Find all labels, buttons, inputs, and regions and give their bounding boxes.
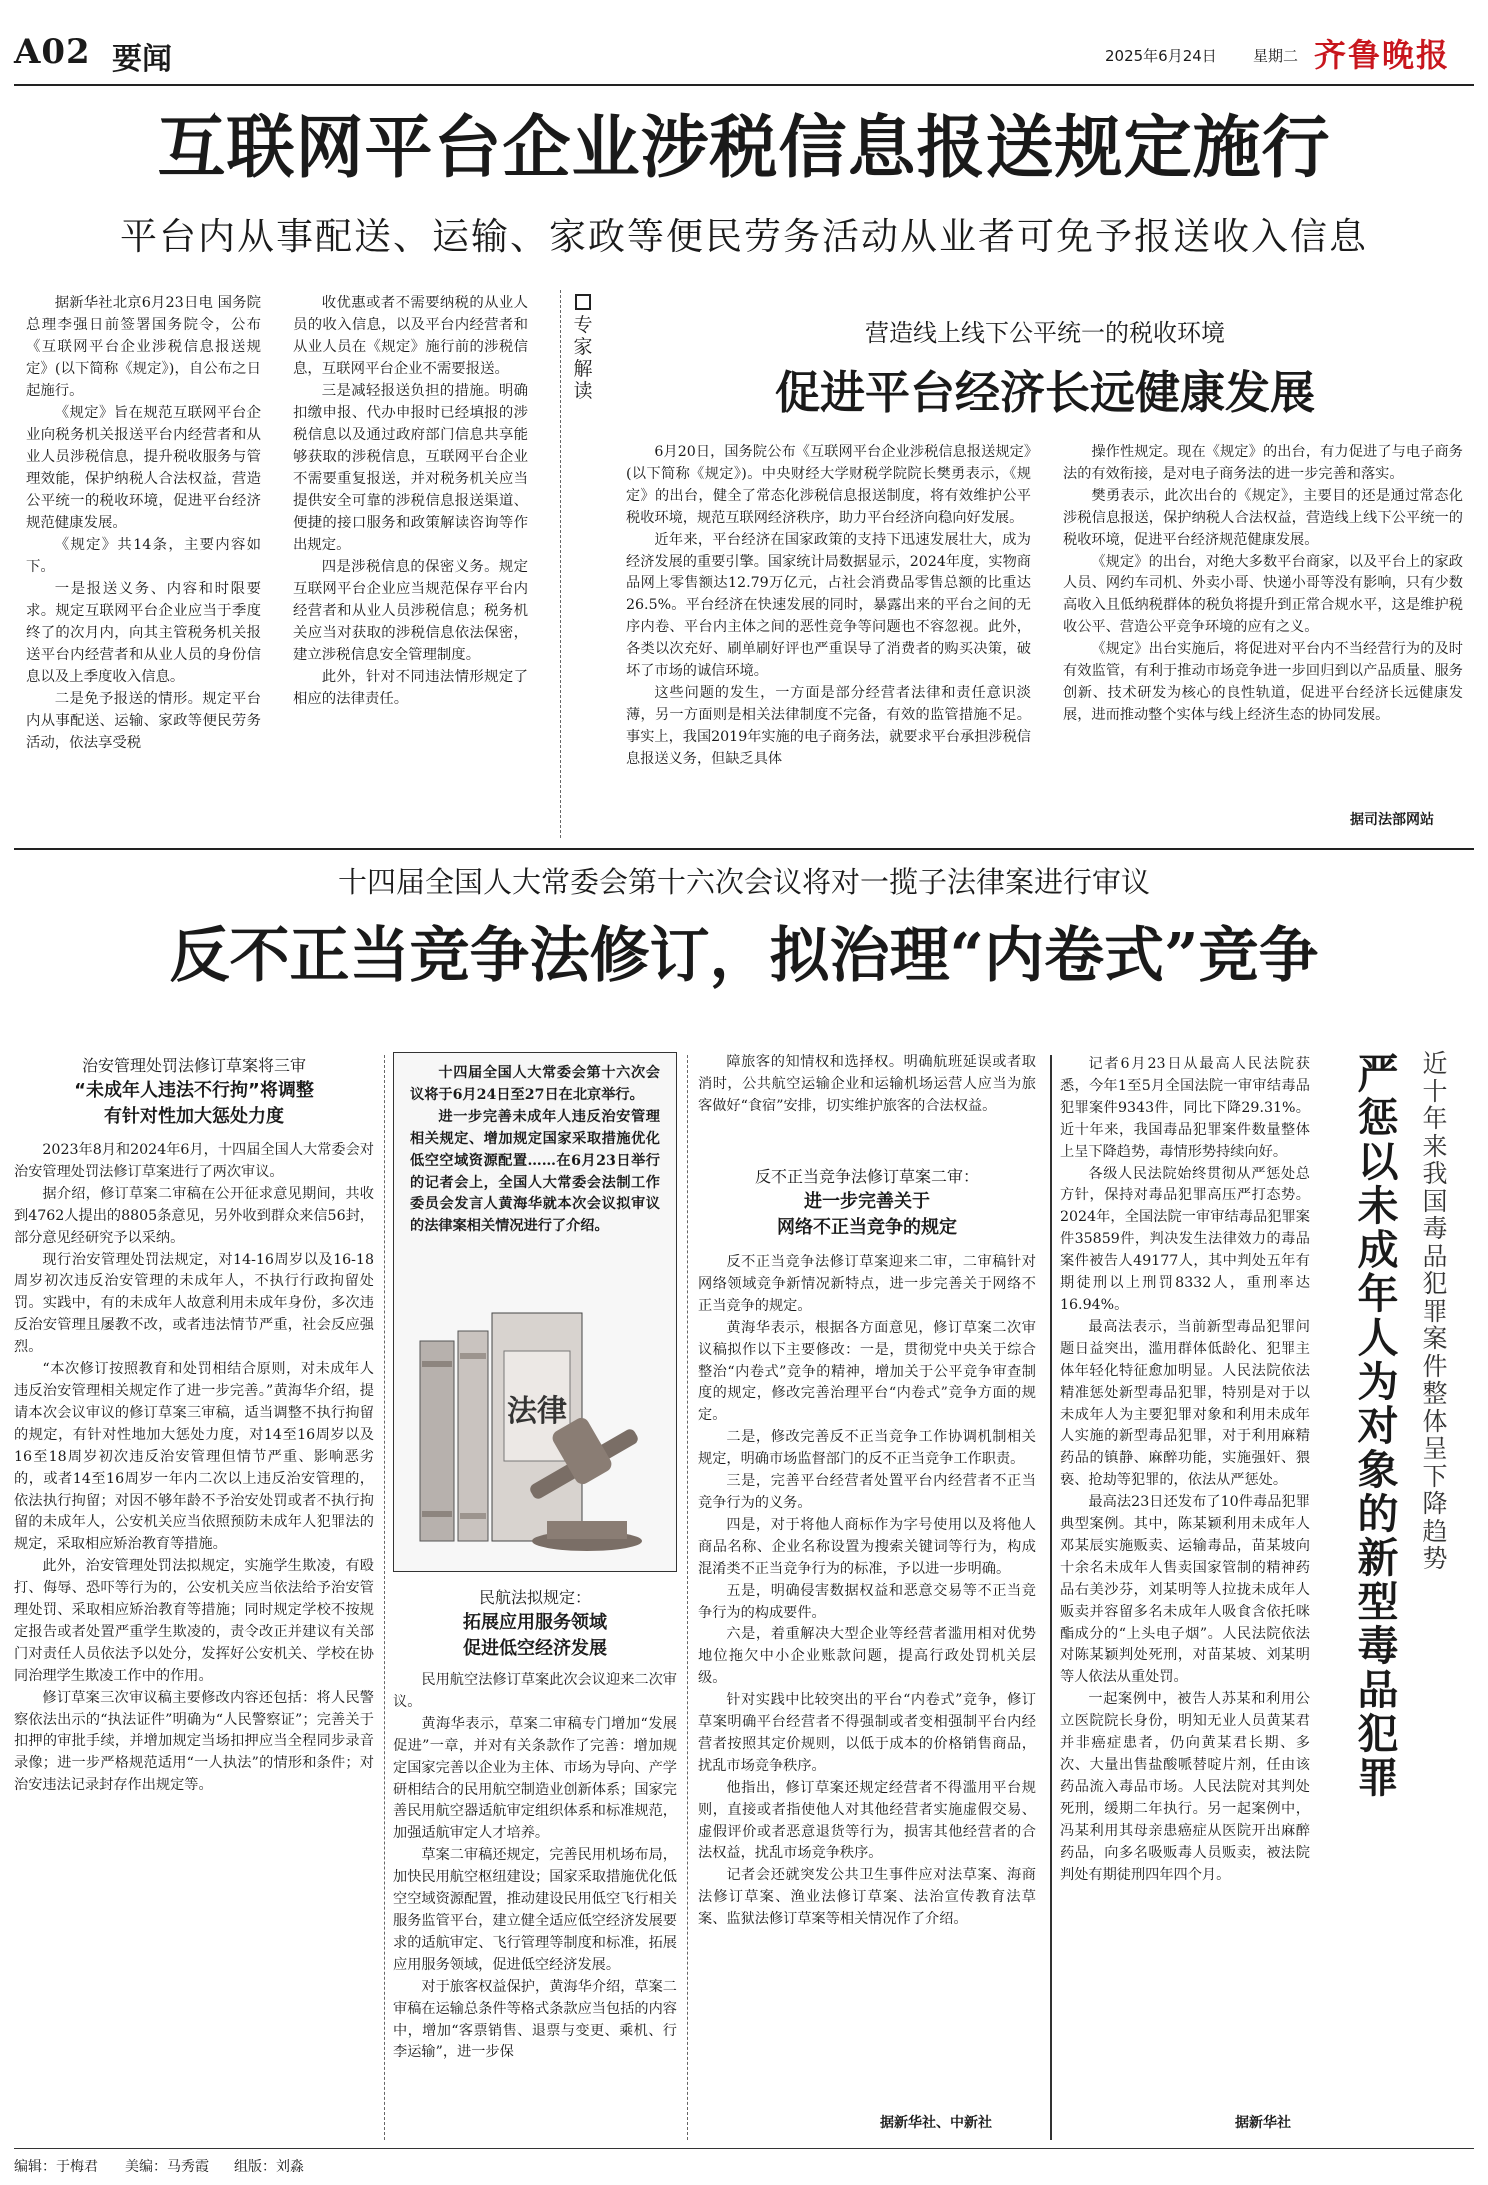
story3-subheadline-vertical: 近 十 年 来 我 国 毒 品 犯 罪 案 件 整 体 呈 下 降 趋 势 <box>1422 1049 1448 1573</box>
story1-column-2 <box>293 292 528 710</box>
expert-column-1 <box>626 442 1031 771</box>
colB-title-2: 促进低空经济发展 <box>463 1638 607 1659</box>
square-icon <box>575 294 591 310</box>
colB-kicker: 民航法拟规定： <box>478 1588 591 1607</box>
story1-paragraph: 此外，针对不同违法情形规定了相应的法律责任。 <box>293 669 528 707</box>
section-name: 要闻 <box>112 42 172 77</box>
story1-paragraph: 据新华社北京6月23日电 国务院总理李强日前签署国务院令，公布《互联网平台企业涉税信息报送规定》(以下简称《规定》)，自公布之日起施行。 <box>26 295 261 399</box>
story2-divider-1 <box>384 1055 385 2140</box>
story3-column <box>1060 1054 1310 1886</box>
story1-divider <box>560 290 561 838</box>
colB-paragraph: 草案二审稿还规定，完善民用机场布局，加快民用航空枢纽建设；国家采取措施优化低空空域资源配置，推动建设民用低空飞行相关服务监管平台，建立健全适应低空经济发展要求的适航审定、飞行管理等制度和标准，拓展应用服务领域，促进低空经济发展。 <box>393 1847 677 1973</box>
header-rule <box>14 84 1474 86</box>
colA-paragraph: 现行治安管理处罚法规定，对14-16周岁以及16-18周岁初次违反治安管理的未成年人，不执行行政拘留处罚。实践中，有的未成年人故意利用未成年身份，多次违反治安管理且屡教不改，或者违法情节严重，社会反应强烈。 <box>14 1251 374 1356</box>
colA-paragraph: 此外，治安管理处罚法拟规定，实施学生欺凌，有殴打、侮辱、恐吓等行为的，公安机关应当依法给予治安管理处罚、采取相应矫治教育等措施；同时规定学校不按规定报告或者处置严重学生欺凌的，责令改正并建议有关部门对责任人员依法予以处分，发挥好公安机关、学校在协同治理学生欺凌工作中的作用。 <box>14 1558 374 1684</box>
story1-paragraph: 二是免予报送的情形。规定平台内从事配送、运输、家政等便民劳务活动，依法享受税 <box>26 691 261 751</box>
expert-paragraph: 近年来，平台经济在国家政策的支持下迅速发展壮大，成为经济发展的重要引擎。国家统计局数据显示，2024年度，实物商品网上零售额达12.79万亿元，占社会消费品零售总额的比重达26.5%。平台经济在快速发展的同时，暴露出来的平台之间的无序内卷、平台内主体之间的恶性竞争等问题也不容忽视。此外，各类以次充好、刷单刷好评也严重误导了消费者的购买决策，破坏了市场的诚信环境。 <box>626 531 1031 680</box>
story2-colA-header <box>14 1054 374 1130</box>
colC-paragraph: 黄海华表示，根据各方面意见，修订草案二次审议稿拟作以下主要修改：一是，贯彻党中央关于综合整治“内卷式”竞争的精神，增加关于公平竞争审查制度的规定，修改完善治理平台“内卷式”竞争方面的规定。 <box>698 1319 1036 1424</box>
story1-paragraph: 《规定》共14条，主要内容如下。 <box>26 537 261 575</box>
colC-paragraph: 四是，对于将他人商标作为字号使用以及将他人商品名称、企业名称设置为搜索关键词等行为，构成混淆类不正当竞争行为的标准，予以进一步明确。 <box>698 1516 1036 1577</box>
colC-title-1: 进一步完善关于 <box>804 1191 930 1212</box>
colB-title-1: 拓展应用服务领域 <box>463 1612 607 1633</box>
expert-column-2 <box>1063 442 1463 727</box>
colC-paragraph: 二是，修改完善反不正当竞争工作协调机制相关规定，明确市场监督部门的反不正当竞争工作职责。 <box>698 1429 1036 1468</box>
colC-paragraph: 三是，完善平台经营者处置平台内经营者不正当竞争行为的义务。 <box>698 1473 1036 1511</box>
story3-paragraph: 各级人民法院始终贯彻从严惩处总方针，保持对毒品犯罪高压严打态势。2024年，全国法院一审审结毒品犯罪案件35859件，判决发生法律效力的毒品案件被告人49177人，其中判处五年有期徒刑以上刑罚8332人，重刑率达16.94%。 <box>1060 1165 1310 1313</box>
story1-paragraph: 三是减轻报送负担的措施。明确扣缴申报、代办申报时已经填报的涉税信息以及通过政府部门信息共享能够获取的涉税信息，互联网平台企业不需要重复报送，并对税务机关应当提供安全可靠的涉税信息报送渠道、便捷的接口服务和政策解读咨询等作出规定。 <box>293 383 528 553</box>
colA-title-1: “未成年人违法不行拘”将调整 <box>74 1080 314 1101</box>
newspaper-masthead: 齐鲁晚报 <box>1314 36 1451 74</box>
footer-rule <box>14 2148 1474 2149</box>
expert-label-text: 专 家 解 读 <box>573 314 593 402</box>
story1-subheadline: 平台内从事配送、运输、家政等便民劳务活动从业者可免予报送收入信息 <box>120 215 1368 258</box>
expert-headline: 促进平台经济长远健康发展 <box>774 366 1315 419</box>
story3-headline-vertical: 严 惩 以 未 成 年 人 为 对 象 的 新 型 毒 品 犯 罪 <box>1357 1050 1399 1802</box>
colA-paragraph: 2023年8月和2024年6月，十四届全国人大常委会对治安管理处罚法修订草案进行了两次审议。 <box>14 1142 374 1180</box>
expert-paragraph: 《规定》出台实施后，将促进对平台内不当经营行为的及时有效监管，有利于推动市场竞争进一步回归到以产品质量、服务创新、技术研发为核心的良性轨道，促进平台经济长远健康发展，进而推动整个实体与线上经济生态的协同发展。 <box>1063 641 1463 723</box>
footer-editor: 编辑：于梅君 <box>14 2159 98 2175</box>
colC-kicker: 反不正当竞争法修订草案二审： <box>754 1167 979 1186</box>
story3-paragraph: 最高法表示，当前新型毒品犯罪问题日益突出，滥用群体低龄化、犯罪主体年轻化特征愈加明显。人民法院依法精准惩处新型毒品犯罪，特别是对于以未成年人为主要犯罪对象和利用未成年人实施的新型毒品犯罪，对于利用麻精药品的镇静、麻醉功能，实施强奸、猥亵、抢劫等犯罪的，依法从严惩处。 <box>1060 1318 1310 1489</box>
colB-paragraph: 民用航空法修订草案此次会议迎来二次审议。 <box>393 1672 677 1710</box>
issue-date: 2025年6月24日 <box>1105 47 1217 65</box>
story2-source: 据新华社、中新社 <box>880 2115 992 2131</box>
intro-paragraph: 进一步完善未成年人违反治安管理相关规定、增加规定国家采取措施优化低空空域资源配置……在6月23日举行的记者会上，全国人大常委会法制工作委员会发言人黄海华就本次会议拟审议的法律案相关情况进行了介绍。 <box>410 1108 660 1235</box>
colA-paragraph: “本次修订按照教育和处罚相结合原则，对未成年人违反治安管理相关规定作了进一步完善。”黄海华介绍，提请本次会议审议的修订草案三审稿，适当调整不执行拘留的规定，有针对性地加大惩处力度，对14至16周岁以及16至18周岁初次违反治安管理但情节严重、影响恶劣的，或者14至16周岁一年内二次以上违反治安管理的，依法执行拘留；对因不够年龄不予治安处罚或者不执行拘留的未成年人，公安机关应当依照预防未成年人犯罪法的规定，采取相应矫治教育等措施。 <box>14 1361 374 1553</box>
expert-source: 据司法部网站 <box>1350 812 1434 828</box>
story1-column-1 <box>26 292 261 754</box>
colC-paragraph: 障旅客的知情权和选择权。明确航班延误或者取消时，公共航空运输企业和运输机场运营人应当为旅客做好“食宿”安排，切实维护旅客的合法权益。 <box>698 1054 1036 1114</box>
colC-title-2: 网络不正当竞争的规定 <box>777 1217 957 1238</box>
footer-proof: 组版：刘淼 <box>234 2159 304 2175</box>
story1-paragraph: 收优惠或者不需要纳税的从业人员的收入信息，以及平台内经营者和从业人员在《规定》施行前的涉税信息，互联网平台企业不需要报送。 <box>293 295 528 377</box>
page-number: A02 <box>14 32 91 72</box>
colC-paragraph: 记者会还就突发公共卫生事件应对法草案、海商法修订草案、渔业法修订草案、法治宣传教育法草案、监狱法修订草案等相关情况作了介绍。 <box>698 1867 1036 1928</box>
story1-paragraph: 《规定》旨在规范互联网平台企业向税务机关报送平台内经营者和从业人员涉税信息，提升税收服务与管理效能，保护纳税人合法权益，营造公平统一的税收环境，促进平台经济规范健康发展。 <box>26 405 261 531</box>
footer-designer: 美编：马秀霞 <box>125 2159 209 2175</box>
colA-paragraph: 据介绍，修订草案二审稿在公开征求意见期间，共收到4762人提出的8805条意见，另外收到群众来信56封，部分意见经研究予以采纳。 <box>14 1185 374 1246</box>
book-label: 法律 <box>507 1394 567 1429</box>
expert-kicker: 营造线上线下公平统一的税收环境 <box>865 319 1225 347</box>
story2-column-C <box>698 1252 1036 1931</box>
story2-colB-header <box>393 1586 677 1662</box>
story3-paragraph: 记者6月23日从最高人民法院获悉，今年1至5月全国法院一审审结毒品犯罪案件9343件，同比下降29.31%。近十年来，我国毒品犯罪案件数量整体上呈下降趋势，毒情形势持续向好。 <box>1060 1056 1310 1160</box>
law-books-gavel-illustration <box>412 1301 662 1561</box>
colC-paragraph: 他指出，修订草案还规定经营者不得滥用平台规则，直接或者指使他人对其他经营者实施虚假交易、虚假评价或者恶意退货等行为，损害其他经营者的合法权益，扰乱市场竞争秩序。 <box>698 1779 1036 1862</box>
story3-divider <box>1050 1055 1052 2140</box>
story1-paragraph: 四是涉税信息的保密义务。规定互联网平台企业应当规范保存平台内经营者和从业人员涉税信息；税务机关应当对获取的涉税信息依法保密，建立涉税信息安全管理制度。 <box>293 559 528 663</box>
colA-title-2: 有针对性加大惩处力度 <box>104 1106 284 1127</box>
intro-box <box>393 1052 677 1572</box>
colC-paragraph: 针对实践中比较突出的平台“内卷式”竞争，修订草案明确平台经营者不得强制或者变相强制平台内经营者按照其定价规则，以低于成本的价格销售商品，扰乱市场竞争秩序。 <box>698 1692 1036 1774</box>
colA-paragraph: 修订草案三次审议稿主要修改内容还包括：将人民警察依法出示的“执法证件”明确为“人民警察证”；完善关于扣押的审批手续，并增加规定当场扣押应当全程同步录音录像；进一步严格规范适用“一人执法”的情形和条件；对治安违法记录封存作出规定等。 <box>14 1689 374 1794</box>
issue-weekday: 星期二 <box>1253 47 1299 65</box>
expert-paragraph: 6月20日，国务院公布《互联网平台企业涉税信息报送规定》(以下简称《规定》)。中央财经大学财税学院院长樊勇表示，《规定》的出台，健全了常态化涉税信息报送制度，将有效维护公平税收环境，规范互联网经济秩序，助力平台经济向稳向好发展。 <box>626 444 1031 526</box>
expert-paragraph: 樊勇表示，此次出台的《规定》，主要目的还是通过常态化涉税信息报送，保护纳税人合法权益，营造线上线下公平统一的税收环境，促进平台经济规范健康发展。 <box>1063 487 1463 548</box>
colC-paragraph: 六是，着重解决大型企业等经营者滥用相对优势地位拖欠中小企业账款问题，提高行政处罚机关层级。 <box>698 1626 1036 1687</box>
section-rule <box>14 848 1474 850</box>
colB-paragraph: 对于旅客权益保护，黄海华介绍，草案二审稿在运输总条件等格式条款应当包括的内容中，增加“客票销售、退票与变更、乘机、行李运输”，进一步保 <box>393 1978 677 2061</box>
story1-headline: 互联网平台企业涉税信息报送规定施行 <box>157 108 1331 188</box>
story2-headline: 反不正当竞争法修订，拟治理“内卷式”竞争 <box>169 921 1319 991</box>
colC-paragraph: 五是，明确侵害数据权益和恶意交易等不正当竞争行为的构成要件。 <box>698 1582 1036 1621</box>
colA-kicker: 治安管理处罚法修订草案将三审 <box>81 1056 306 1075</box>
colB-paragraph: 黄海华表示，草案二审稿专门增加“发展促进”一章，并对有关条款作了完善：增加规定国家完善以企业为主体、市场为导向、产学研相结合的民用航空制造业创新体系；国家完善民用航空器适航审定组织体系和标准规范，加强适航审定人才培养。 <box>393 1715 677 1842</box>
expert-label <box>572 294 594 402</box>
intro-box-text <box>394 1053 676 1238</box>
story3-paragraph: 最高法23日还发布了10件毒品犯罪典型案例。其中，陈某颖利用未成年人邓某辰实施贩卖、运输毒品，苗某坡向十余名未成年人售卖国家管制的精神药品右美沙芬，刘某明等人拉拢未成年人贩卖并容留多名未成年人吸食含依托咪酯成分的“上头电子烟”。人民法院依法对陈某颖判处死刑，对苗某坡、刘某明等人依法从重处罚。 <box>1060 1494 1310 1686</box>
story2-kicker: 十四届全国人大常委会第十六次会议将对一揽子法律案进行审议 <box>337 865 1150 899</box>
expert-paragraph: 操作性规定。现在《规定》的出台，有力促进了与电子商务法的有效衔接，是对电子商务法的进一步完善和落实。 <box>1063 444 1463 482</box>
story1-paragraph: 一是报送义务、内容和时限要求。规定互联网平台企业应当于季度终了的次月内，向其主管税务机关报送平台内经营者和从业人员的身份信息以及上季度收入信息。 <box>26 581 261 685</box>
expert-paragraph: 《规定》的出台，对绝大多数平台商家，以及平台上的家政人员、网约车司机、外卖小哥、快递小哥等没有影响，只有少数高收入且低纳税群体的税负将提升到正常合规水平，这是维护税收公平、营造公平竞争环境的应有之义。 <box>1063 553 1463 636</box>
intro-paragraph: 十四届全国人大常委会第十六次会议将于6月24日至27日在北京举行。 <box>410 1065 660 1103</box>
story2-column-A <box>14 1140 374 1797</box>
colC-paragraph: 反不正当竞争法修订草案迎来二审，二审稿针对网络领域竞争新情况新特点，进一步完善关于网络不正当竞争的规定。 <box>698 1254 1036 1314</box>
story2-divider-2 <box>687 1055 688 2140</box>
story2-colC-header <box>698 1165 1036 1241</box>
expert-paragraph: 这些问题的发生，一方面是部分经营者法律和责任意识淡薄，另一方面则是相关法律制度不完备，有效的监管措施不足。事实上，我国2019年实施的电子商务法，就要求平台承担涉税信息报送义务，但缺乏具体 <box>626 684 1031 767</box>
story3-source: 据新华社 <box>1235 2115 1291 2131</box>
story3-paragraph: 一起案例中，被告人苏某和利用公立医院院长身份，明知无业人员黄某君并非癌症患者，仍向黄某君长期、多次、大量出售盐酸哌替啶片剂，任由该药品流入毒品市场。人民法院对其判处死刑，缓期二年执行。另一起案例中，冯某利用其母亲患癌症从医院开出麻醉药品，向多名吸贩毒人员贩卖，被法院判处有期徒刑四年四个月。 <box>1060 1691 1310 1883</box>
story2-column-C-lead <box>698 1052 1036 1118</box>
story2-column-B <box>393 1670 677 2064</box>
